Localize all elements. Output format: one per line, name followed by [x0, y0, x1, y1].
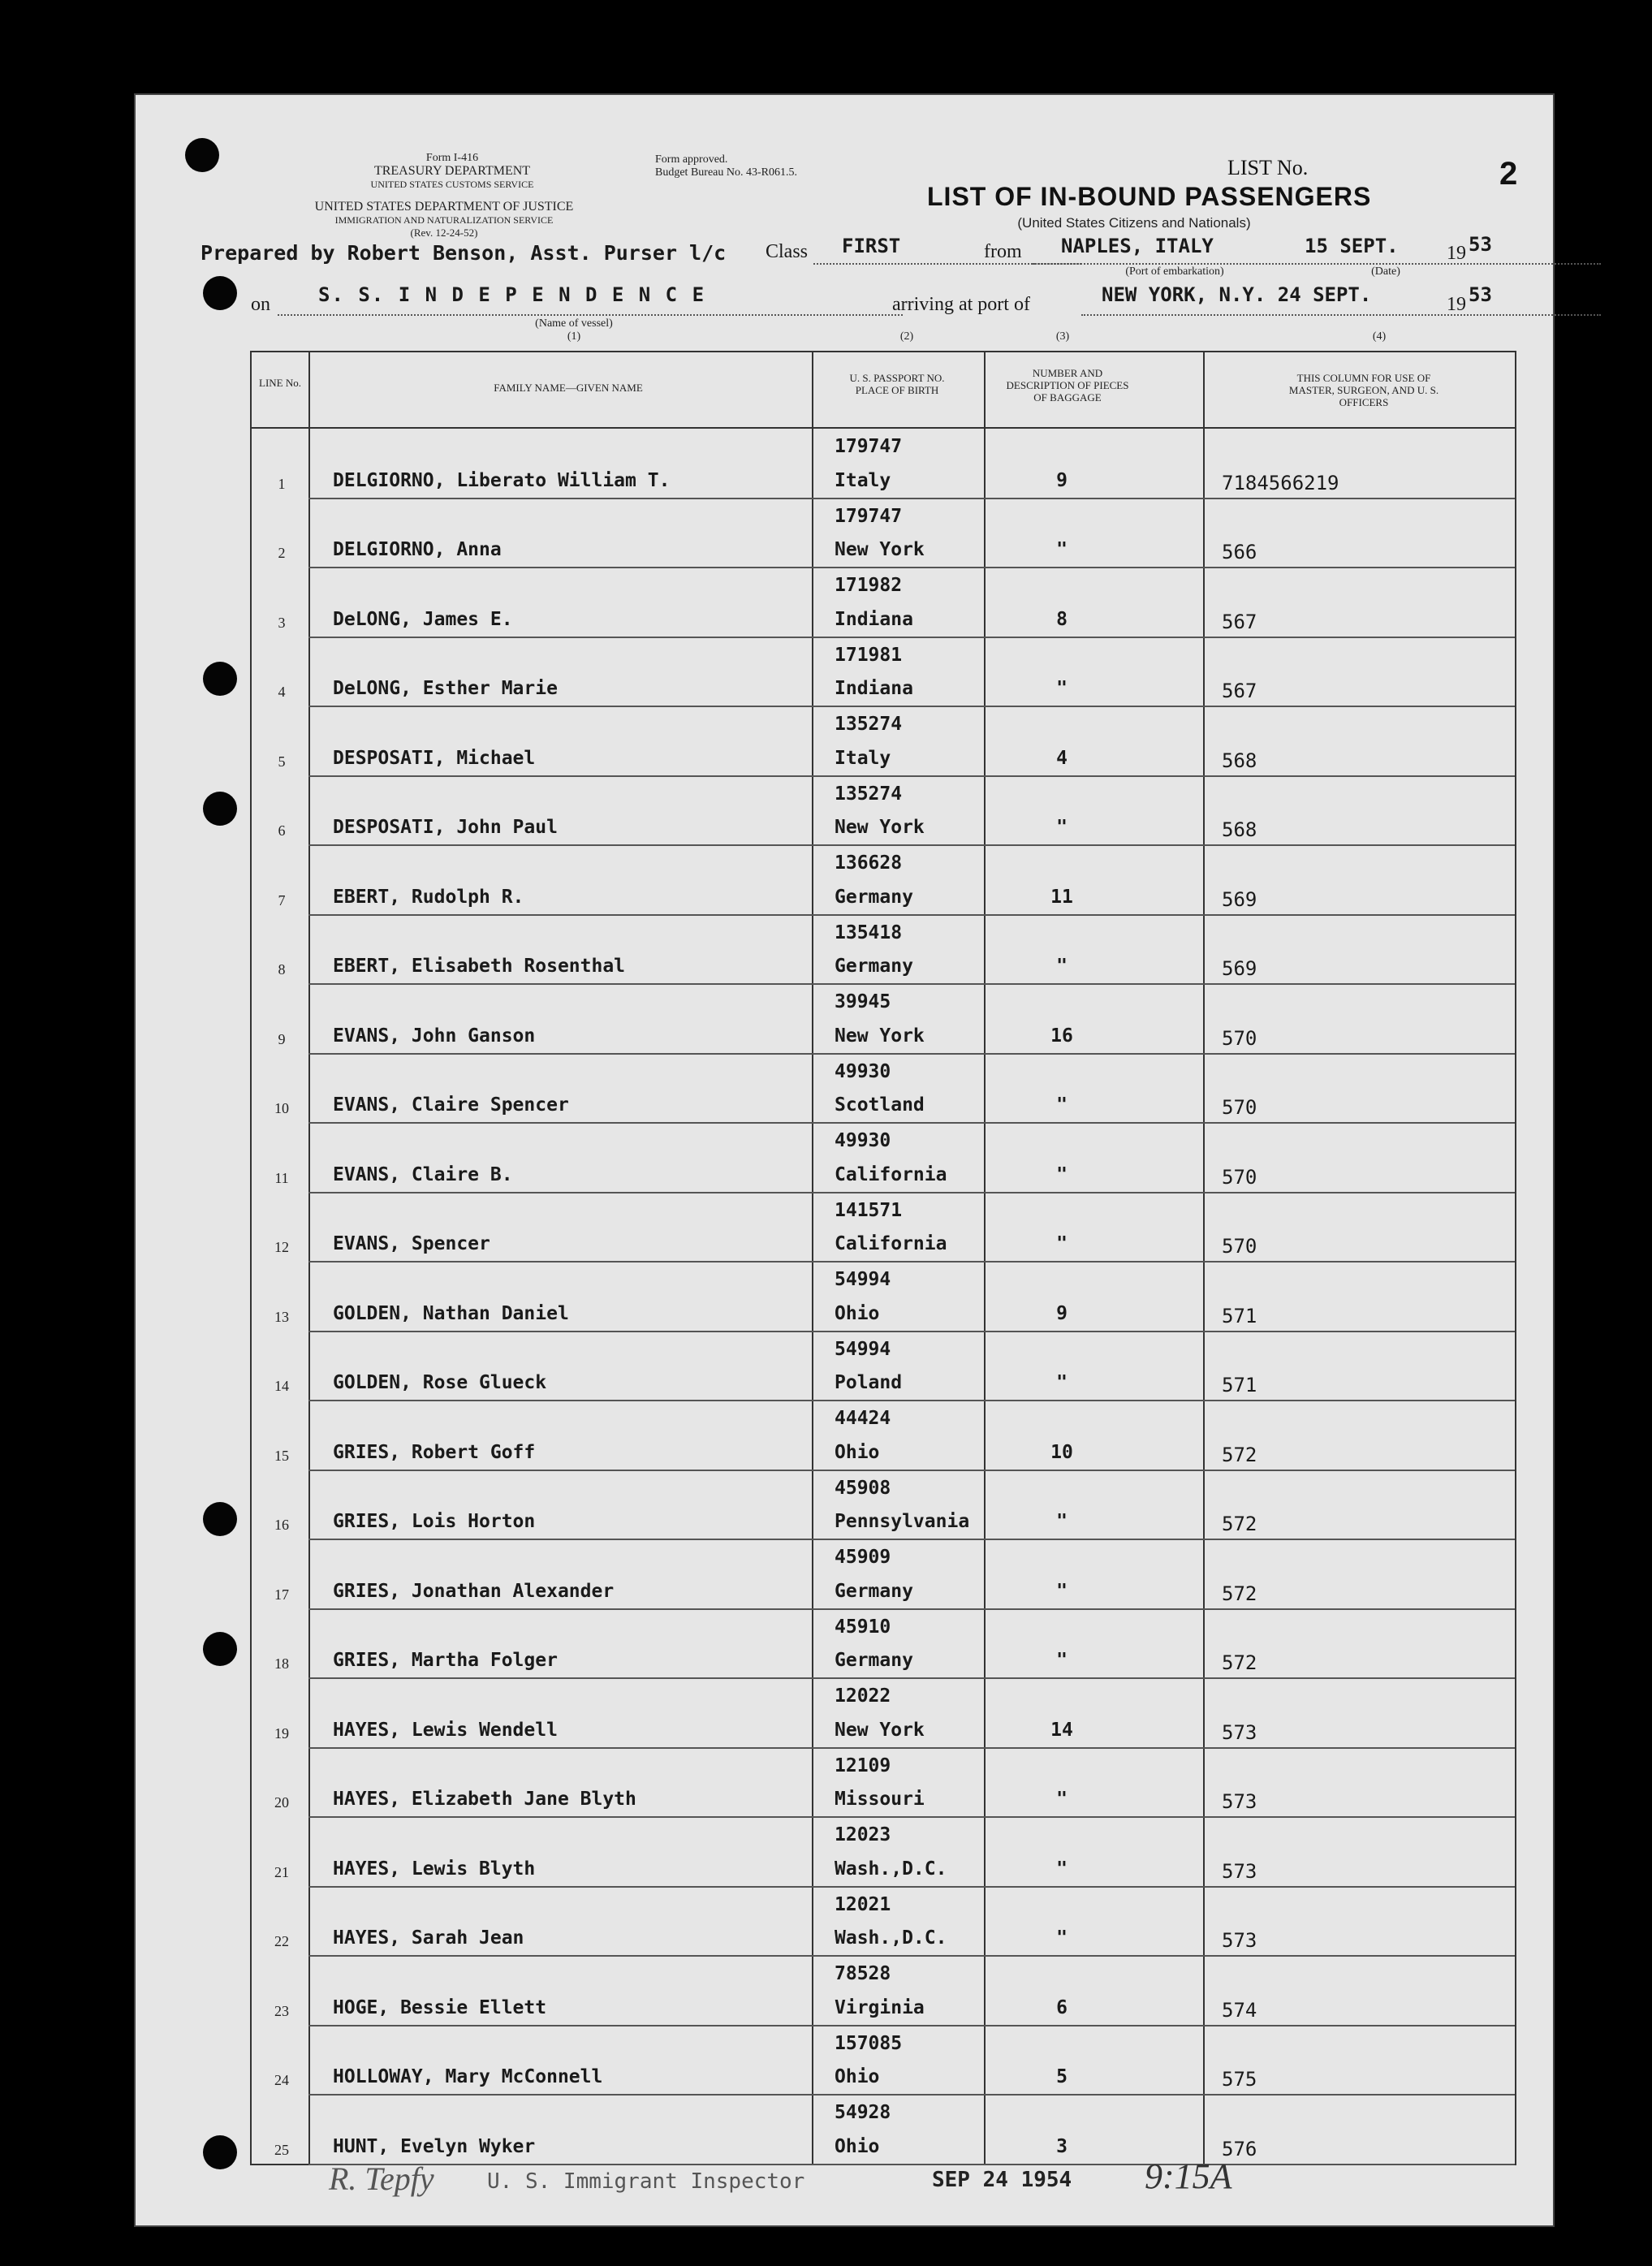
place-of-birth: Italy	[835, 469, 891, 491]
line-number: 25	[274, 2141, 289, 2158]
baggage-count: 10	[1050, 1441, 1073, 1463]
line-number: 10	[274, 1100, 289, 1116]
passenger-name: EBERT, Elisabeth Rosenthal	[333, 956, 626, 977]
place-of-birth: New York	[835, 817, 925, 838]
table-row	[252, 1055, 1515, 1124]
line-number: 16	[274, 1517, 289, 1533]
table-row	[252, 846, 1515, 916]
place-of-birth: New York	[835, 1719, 925, 1741]
year-value: 53	[1469, 233, 1492, 256]
passenger-name: GOLDEN, Nathan Daniel	[333, 1302, 569, 1324]
place-of-birth: Missouri	[835, 1789, 925, 1810]
officer-note: 573	[1222, 1929, 1257, 1952]
col-4-marker: (4)	[1372, 330, 1387, 343]
table-row	[252, 985, 1515, 1055]
header-rule	[252, 427, 1515, 429]
officer-note: 572	[1222, 1582, 1257, 1605]
place-of-birth: Pennsylvania	[835, 1511, 970, 1532]
place-of-birth: Italy	[835, 747, 891, 769]
baggage-count: "	[1056, 1094, 1068, 1116]
table-row	[252, 1818, 1515, 1888]
page-title: LIST OF IN-BOUND PASSENGERS	[927, 182, 1372, 211]
line-number: 19	[274, 1724, 289, 1742]
on-label: on	[251, 294, 270, 315]
passport-number: 39945	[835, 991, 891, 1012]
passenger-name: DeLONG, James E.	[333, 608, 513, 630]
header-passport: U. S. PASSPORT NO. PLACE OF BIRTH	[849, 372, 945, 396]
officer-note: 572	[1222, 1651, 1257, 1674]
table-row	[252, 499, 1515, 569]
passenger-table	[250, 351, 1516, 2165]
officer-note: 568	[1222, 749, 1257, 772]
punch-hole	[203, 1632, 237, 1666]
baggage-count: "	[1056, 1511, 1068, 1532]
port-caption: (Port of embarkation)	[1125, 265, 1224, 278]
baggage-count: "	[1056, 1789, 1068, 1810]
baggage-count: "	[1056, 1580, 1068, 1602]
officer-note: 574	[1222, 1998, 1257, 2022]
form-approved: Form approved.	[655, 153, 728, 166]
time-note: 9:15A	[1145, 2156, 1232, 2196]
line-number: 11	[274, 1169, 289, 1186]
vessel-caption: (Name of vessel)	[535, 317, 613, 330]
passenger-name: EBERT, Rudolph R.	[333, 886, 524, 908]
baggage-count: "	[1056, 1163, 1068, 1185]
officer-note: 569	[1222, 887, 1257, 911]
table-row	[252, 638, 1515, 708]
passenger-name: DELGIORNO, Liberato William T.	[333, 469, 671, 491]
officer-note: 572	[1222, 1513, 1257, 1535]
baggage-count: "	[1056, 1858, 1068, 1880]
passport-number: 12023	[835, 1824, 891, 1845]
baggage-count: "	[1056, 1650, 1068, 1671]
line-number: 17	[274, 1586, 289, 1603]
place-of-birth: Ohio	[835, 2066, 880, 2087]
passport-number: 45908	[835, 1477, 891, 1499]
line-number: 6	[278, 822, 286, 839]
port-of-embarkation: NAPLES, ITALY	[1061, 235, 1214, 257]
place-of-birth: Scotland	[835, 1094, 925, 1116]
place-of-birth: Germany	[835, 1650, 913, 1671]
passport-number: 12021	[835, 1893, 891, 1915]
line-number: 8	[278, 961, 286, 978]
line-number: 4	[278, 684, 286, 700]
table-row	[252, 1610, 1515, 1680]
baggage-count: 9	[1056, 1302, 1068, 1324]
officer-note: 576	[1222, 2137, 1257, 2160]
passport-number: 171982	[835, 575, 903, 596]
place-of-birth: Germany	[835, 956, 913, 977]
inspector-stamp: U. S. Immigrant Inspector	[487, 2169, 805, 2194]
punch-hole	[203, 2135, 237, 2169]
place-of-birth: Wash.,D.C.	[835, 1858, 947, 1880]
passenger-name: HUNT, Evelyn Wyker	[333, 2135, 536, 2157]
stamp-date: SEP 24 1954	[932, 2168, 1072, 2192]
baggage-count: 14	[1050, 1719, 1073, 1741]
punch-hole	[203, 792, 237, 826]
line-number: 23	[274, 2002, 289, 2019]
line-number: 20	[274, 1794, 289, 1811]
officer-note: 570	[1222, 1235, 1257, 1258]
baggage-count: 5	[1056, 2066, 1068, 2087]
line-number: 22	[274, 1933, 289, 1949]
passenger-name: DESPOSATI, Michael	[333, 747, 536, 769]
departure-date: 15 SEPT.	[1305, 235, 1399, 257]
officer-note: 570	[1222, 1026, 1257, 1050]
officer-note: 573	[1222, 1720, 1257, 1744]
prepared-by: Prepared by Robert Benson, Asst. Purser l/c	[201, 241, 727, 265]
header-officers: THIS COLUMN FOR USE OF MASTER, SURGEON, AND U. S. OFFICERS	[1288, 372, 1439, 408]
table-row	[252, 1471, 1515, 1541]
baggage-count: "	[1056, 1233, 1068, 1254]
officer-note: 567	[1222, 610, 1257, 633]
list-number-label: LIST No.	[1227, 156, 1309, 179]
officer-note: 573	[1222, 1790, 1257, 1813]
passport-number: 12022	[835, 1685, 891, 1707]
passport-number: 171981	[835, 644, 903, 666]
ins-heading: IMMIGRATION AND NATURALIZATION SERVICE	[334, 214, 554, 226]
officer-note: 568	[1222, 818, 1257, 841]
table-row	[252, 707, 1515, 777]
arrival-port-date: NEW YORK, N.Y. 24 SEPT.	[1102, 283, 1372, 306]
officer-note: 566	[1222, 541, 1257, 563]
passenger-name: HAYES, Lewis Wendell	[333, 1719, 558, 1741]
baggage-count: "	[1056, 678, 1068, 699]
passport-number: 54928	[835, 2102, 891, 2123]
passport-number: 44424	[835, 1408, 891, 1429]
line-number: 12	[274, 1239, 289, 1255]
baggage-count: 4	[1056, 747, 1068, 769]
punch-hole	[203, 1502, 237, 1536]
officer-note: 567	[1222, 680, 1257, 702]
passport-number: 136628	[835, 852, 903, 874]
table-row	[252, 1888, 1515, 1957]
passenger-name: EVANS, Spencer	[333, 1233, 490, 1254]
passenger-name: EVANS, Claire B.	[333, 1163, 513, 1185]
passport-number: 135274	[835, 714, 903, 735]
place-of-birth: Ohio	[835, 1302, 880, 1324]
from-underline	[1033, 263, 1601, 265]
table-row	[252, 2096, 1515, 2165]
table-row	[252, 1401, 1515, 1471]
inspector-signature: R. Tepfy	[329, 2160, 434, 2197]
officer-note: 573	[1222, 1859, 1257, 1883]
officer-note: 572	[1222, 1443, 1257, 1466]
baggage-count: "	[1056, 817, 1068, 838]
place-of-birth: California	[835, 1233, 947, 1254]
date-caption: (Date)	[1371, 265, 1400, 278]
table-row	[252, 1540, 1515, 1610]
page-subtitle: (United States Citizens and Nationals)	[1017, 215, 1251, 231]
list-number: 2	[1499, 156, 1518, 192]
place-of-birth: California	[835, 1163, 947, 1185]
passenger-name: EVANS, Claire Spencer	[333, 1094, 569, 1116]
passport-number: 157085	[835, 2032, 903, 2054]
revision-note: (Rev. 12-24-52)	[410, 227, 478, 239]
officer-note: 570	[1222, 1096, 1257, 1119]
punch-hole	[203, 276, 237, 310]
passport-number: 54994	[835, 1338, 891, 1360]
class-label: Class	[766, 241, 809, 262]
passport-number: 45910	[835, 1616, 891, 1638]
place-of-birth: Germany	[835, 886, 913, 908]
baggage-count: 11	[1050, 886, 1073, 908]
baggage-count: 16	[1050, 1025, 1073, 1047]
vessel-name: S. S. I N D E P E N D E N C E	[318, 283, 706, 306]
passenger-name: GOLDEN, Rose Glueck	[333, 1372, 547, 1393]
baggage-count: 9	[1056, 469, 1068, 491]
passenger-name: HAYES, Elizabeth Jane Blyth	[333, 1789, 636, 1810]
passenger-name: HAYES, Lewis Blyth	[333, 1858, 536, 1880]
punch-hole	[185, 138, 219, 172]
baggage-count: "	[1056, 1927, 1068, 1949]
line-number: 21	[274, 1863, 289, 1880]
line-number: 13	[274, 1308, 289, 1325]
line-number: 15	[274, 1447, 289, 1464]
place-of-birth: Poland	[835, 1372, 903, 1393]
passport-number: 78528	[835, 1963, 891, 1984]
baggage-count: "	[1056, 1372, 1068, 1393]
passport-number: 49930	[835, 1060, 891, 1082]
line-number: 18	[274, 1655, 289, 1672]
officer-note: 570	[1222, 1165, 1257, 1189]
passport-number: 54994	[835, 1269, 891, 1290]
place-of-birth: Wash.,D.C.	[835, 1927, 947, 1949]
line-number: 3	[278, 614, 286, 631]
baggage-count: 8	[1056, 608, 1068, 630]
passenger-name: GRIES, Robert Goff	[333, 1441, 536, 1463]
place-of-birth: New York	[835, 539, 925, 560]
place-of-birth: Germany	[835, 1580, 913, 1602]
table-row	[252, 1262, 1515, 1332]
passport-number: 45909	[835, 1547, 891, 1568]
line-number: 9	[278, 1030, 286, 1047]
baggage-count: 6	[1056, 1996, 1068, 2018]
arriving-label: arriving at port of	[892, 294, 1030, 315]
col-2-marker: (2)	[899, 330, 914, 343]
passport-number: 135418	[835, 922, 903, 943]
line-number: 5	[278, 753, 286, 770]
passenger-name: GRIES, Jonathan Alexander	[333, 1580, 615, 1602]
place-of-birth: Ohio	[835, 2135, 880, 2157]
passenger-name: DESPOSATI, John Paul	[333, 817, 558, 838]
passenger-name: HOGE, Bessie Ellett	[333, 1996, 547, 2018]
passenger-name: GRIES, Martha Folger	[333, 1650, 558, 1671]
passenger-name: EVANS, John Ganson	[333, 1025, 536, 1047]
line-number: 7	[278, 891, 286, 909]
officer-note: 569	[1222, 957, 1257, 980]
row-rule	[308, 2164, 1515, 2165]
justice-heading: UNITED STATES DEPARTMENT OF JUSTICE	[314, 200, 574, 214]
place-of-birth: Ohio	[835, 1441, 880, 1463]
passport-number: 12109	[835, 1755, 891, 1776]
passport-number: 179747	[835, 505, 903, 527]
col-3-marker: (3)	[1055, 330, 1070, 343]
passenger-name: HOLLOWAY, Mary McConnell	[333, 2066, 603, 2087]
year-prefix: 19	[1447, 243, 1466, 264]
table-row	[252, 916, 1515, 986]
col-1-marker: (1)	[567, 330, 581, 343]
table-row	[252, 777, 1515, 847]
header-baggage: NUMBER AND DESCRIPTION OF PIECES OF BAGGAGE	[1006, 367, 1129, 404]
baggage-count: "	[1056, 539, 1068, 560]
line-number: 14	[274, 1378, 289, 1394]
officer-note: 571	[1222, 1304, 1257, 1327]
passport-number: 141571	[835, 1199, 903, 1221]
passenger-name: DELGIORNO, Anna	[333, 539, 502, 560]
from-label: from	[984, 241, 1022, 262]
line-number: 2	[278, 545, 286, 561]
vessel-underline	[278, 314, 903, 316]
passport-number: 135274	[835, 783, 903, 805]
customs-heading: UNITED STATES CUSTOMS SERVICE	[370, 179, 534, 190]
punch-hole	[203, 662, 237, 696]
table-row	[252, 2026, 1515, 2096]
header-name: FAMILY NAME—GIVEN NAME	[494, 382, 643, 394]
table-row	[252, 1679, 1515, 1749]
form-number: Form I-416	[425, 152, 479, 164]
passport-number: 179747	[835, 436, 903, 457]
baggage-count: "	[1056, 956, 1068, 977]
table-row	[252, 1193, 1515, 1263]
table-row	[252, 568, 1515, 638]
table-row	[252, 429, 1515, 499]
table-row	[252, 1332, 1515, 1402]
table-row	[252, 1124, 1515, 1193]
table-row	[252, 1749, 1515, 1819]
place-of-birth: Indiana	[835, 608, 913, 630]
line-number: 1	[278, 475, 286, 492]
passenger-name: GRIES, Lois Horton	[333, 1511, 536, 1532]
place-of-birth: Virginia	[835, 1996, 925, 2018]
arrival-underline	[1081, 314, 1601, 316]
passport-number: 49930	[835, 1130, 891, 1151]
place-of-birth: New York	[835, 1025, 925, 1047]
table-row	[252, 1957, 1515, 2026]
arrival-year-prefix: 19	[1447, 294, 1466, 315]
treasury-heading: TREASURY DEPARTMENT	[373, 164, 531, 178]
officer-note: 575	[1222, 2068, 1257, 2091]
budget-bureau: Budget Bureau No. 43-R061.5.	[655, 166, 797, 179]
place-of-birth: Indiana	[835, 678, 913, 699]
passenger-name: HAYES, Sarah Jean	[333, 1927, 524, 1949]
officer-note: 7184566219	[1222, 471, 1339, 494]
line-number: 24	[274, 2072, 289, 2088]
arrival-year: 53	[1469, 283, 1492, 306]
class-value: FIRST	[842, 235, 901, 257]
passenger-name: DeLONG, Esther Marie	[333, 678, 558, 699]
baggage-count: 3	[1056, 2135, 1068, 2157]
header-line-no: LINE No.	[259, 377, 301, 389]
officer-note: 571	[1222, 1374, 1257, 1396]
